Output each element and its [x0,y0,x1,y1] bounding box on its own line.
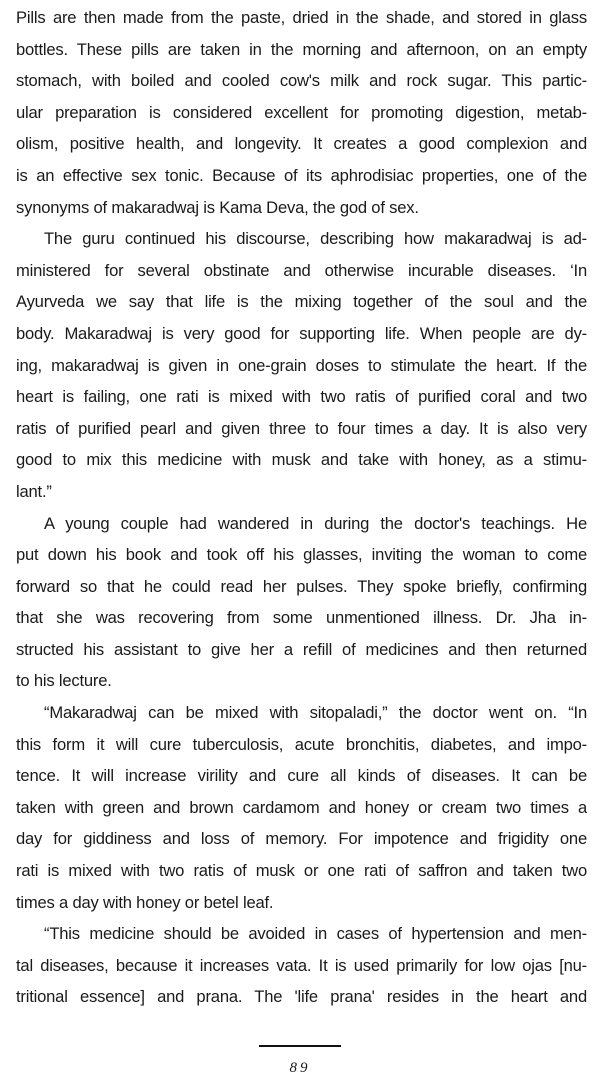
page-number: 89 [289,1060,311,1076]
paragraph [16,223,587,507]
footer-rule [259,1045,341,1047]
text-line: “This medicine should be avoided in cases of hypertension and men- [44,924,587,944]
text-line: day for giddiness and loss of memory. For impotence and frigidity one [16,829,587,849]
paragraph [16,2,587,223]
paragraph [16,918,587,1013]
text-line: good to mix this medicine with musk and take with honey, as a stimu- [16,450,587,470]
body-text [16,2,587,1013]
text-line: body. Makaradwaj is very good for supporting life. When people are dy- [16,323,587,343]
text-line: ministered for several obstinate and otherwise incurable diseases. ‘In [16,260,587,280]
text-line: to his lecture. [16,671,112,691]
text-line: times a day with honey or betel leaf. [16,892,274,912]
text-line: forward so that he could read her pulses. They spoke briefly, confirming [16,576,587,596]
paragraph [16,697,587,918]
text-line: heart is failing, one rati is mixed with two ratis of purified coral and two [16,387,587,407]
text-line: rati is mixed with two ratis of musk or one rati of saffron and taken two [16,861,587,881]
text-line: lant.” [16,481,52,501]
text-line: tal diseases, because it increases vata. It is used primarily for low ojas [nu- [16,955,587,975]
text-line: bottles. These pills are taken in the morning and afternoon, on an empty [16,39,587,59]
paragraph [16,508,587,698]
text-line: ular preparation is considered excellent for promoting digestion, metab- [16,102,587,122]
text-line: synonyms of makaradwaj is Kama Deva, the god of sex. [16,197,419,217]
text-line: “Makaradwaj can be mixed with sitopaladi,” the doctor went on. “In [44,703,587,723]
text-line: structed his assistant to give her a refill of medicines and then returned [16,639,587,659]
text-line: put down his book and took off his glasses, inviting the woman to come [16,545,587,565]
text-line: ratis of purified pearl and given three to four times a day. It is also very [16,418,587,438]
text-line: tritional essence] and prana. The 'life prana' resides in the heart and [16,987,587,1007]
text-line: is an effective sex tonic. Because of its aphrodisiac properties, one of the [16,165,587,185]
text-line: stomach, with boiled and cooled cow's milk and rock sugar. This partic- [16,71,587,91]
text-line: ing, makaradwaj is given in one-grain doses to stimulate the heart. If the [16,355,587,375]
text-line: that she was recovering from some unmentioned illness. Dr. Jha in- [16,608,587,628]
text-line: Pills are then made from the paste, dried in the shade, and stored in glass [16,8,587,27]
text-line: The guru continued his discourse, describing how makaradwaj is ad- [44,229,587,249]
text-line: olism, positive health, and longevity. It creates a good complexion and [16,134,587,154]
text-line: Ayurveda we say that life is the mixing together of the soul and the [16,292,587,312]
text-line: taken with green and brown cardamom and honey or cream two times a [16,797,587,817]
text-line: this form it will cure tuberculosis, acute bronchitis, diabetes, and impo- [16,734,587,754]
text-line: A young couple had wandered in during the doctor's teachings. He [44,513,587,533]
text-line: tence. It will increase virility and cure all kinds of diseases. It can be [16,766,587,786]
